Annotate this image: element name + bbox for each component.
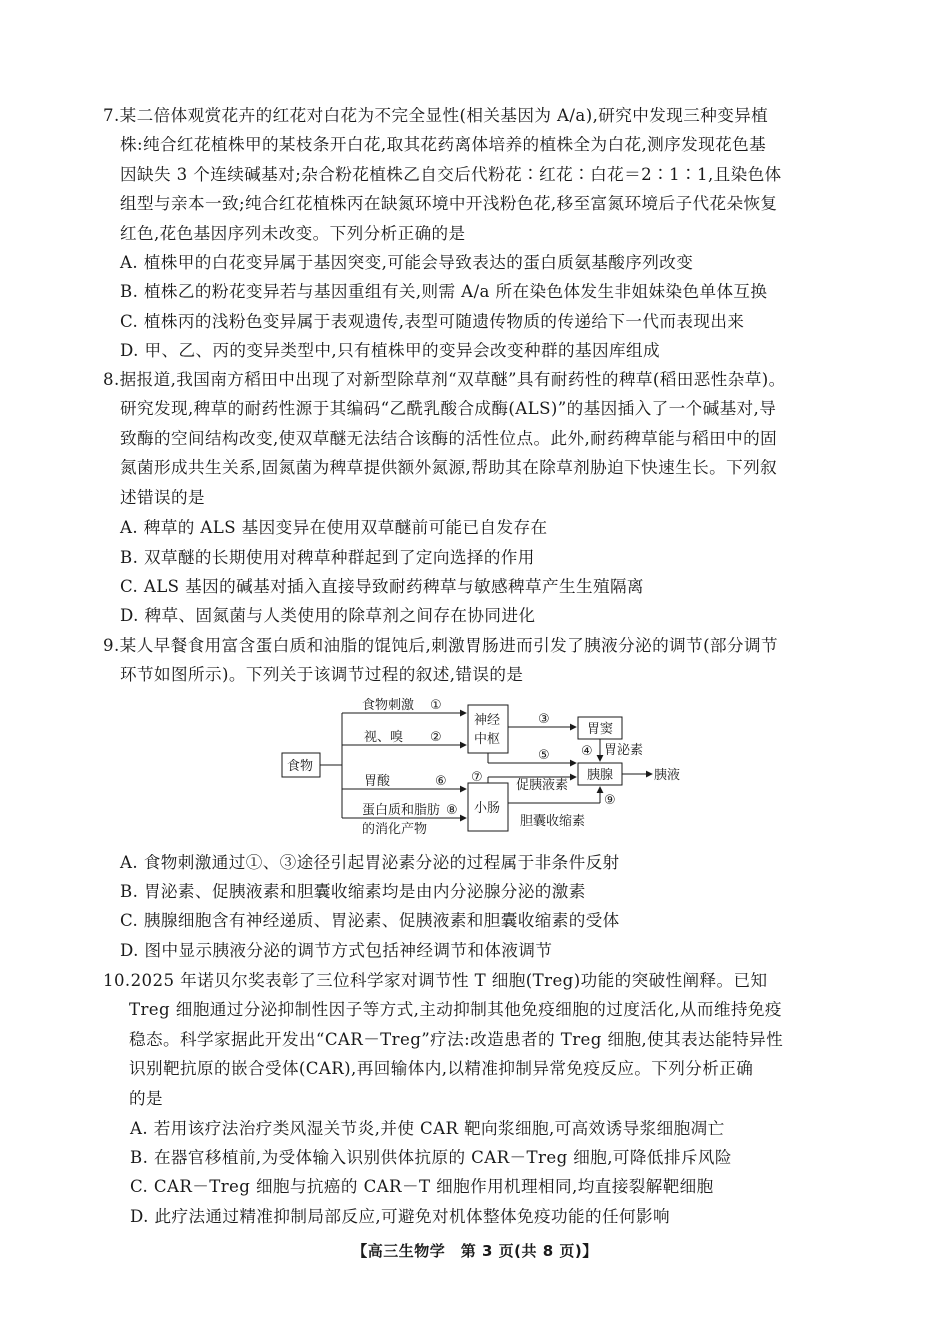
digestion-products-label: 的消化产物: [362, 822, 428, 837]
q7-option-d: D. 甲、乙、丙的变异类型中,只有植株甲的变异会改变种群的基因库组成: [120, 341, 660, 360]
pancreatic-juice-label: 胰液: [654, 768, 681, 783]
gastrin-label: 胃泌素: [604, 743, 644, 758]
question-7-line: 组型与亲本一致;纯合红花植株丙在缺氮环境中开浅粉色花,移至富氮环境后子代花朵恢复: [120, 194, 778, 214]
question-10-line: 稳态。科学家据此开发出“CAR－Treg”疗法:改造患者的 Treg 细胞,使其表达能特异性: [129, 1029, 784, 1049]
pancreas-label: 胰腺: [587, 768, 614, 783]
question-10-line: 10.2025 年诺贝尔奖表彰了三位科学家对调节性 T 细胞(Treg)功能的突破性阐释。已知: [103, 971, 768, 990]
question-10-line: Treg 细胞通过分泌抑制性因子等方式,主动抑制其他免疫细胞的过度活化,从而维持免疫: [129, 1000, 782, 1020]
gastric-antrum-label: 胃窦: [587, 722, 614, 737]
path-marker-1: ①: [430, 698, 442, 713]
question-7-line: 7.某二倍体观赏花卉的红花对白花为不完全显性(相关基因为 A/a),研究中发现三种变异植: [103, 106, 769, 125]
q7-option-c: C. 植株丙的浅粉色变异属于表观遗传,表型可随遗传物质的传递给下一代而表现出来: [120, 312, 745, 331]
path-marker-7: ⑦: [471, 770, 483, 785]
question-10-line: 识别靶抗原的嵌合受体(CAR),再回输体内,以精准抑制异常免疫反应。下列分析正确: [129, 1059, 754, 1079]
question-8-line: 述错误的是: [120, 487, 205, 507]
q8-option-a: A. 稗草的 ALS 基因变异在使用双草醚前可能已自发存在: [120, 518, 548, 537]
path-marker-8: ⑧: [446, 803, 458, 818]
q9-option-c: C. 胰腺细胞含有神经递质、胃泌素、促胰液素和胆囊收缩素的受体: [120, 911, 620, 930]
q10-option-b: B. 在器官移植前,为受体输入识别供体抗原的 CAR－Treg 细胞,可降低排斥风险: [130, 1148, 732, 1167]
question-8-line: 8.据报道,我国南方稻田中出现了对新型除草剂“双草醚”具有耐药性的稗草(稻田恶性杂草)。: [103, 370, 786, 389]
q10-option-a: A. 若用该疗法治疗类风湿关节炎,并使 CAR 靶向浆细胞,可高效诱导浆细胞凋亡: [130, 1119, 725, 1138]
path-marker-6: ⑥: [435, 774, 447, 789]
question-8-line: 氮菌形成共生关系,固氮菌为稗草提供额外氮源,帮助其在除草剂胁迫下快速生长。下列叙: [120, 458, 778, 478]
q7-option-a: A. 植株甲的白花变异属于基因突变,可能会导致表达的蛋白质氨基酸序列改变: [120, 253, 694, 272]
question-9-line: 9.某人早餐食用富含蛋白质和油脂的馄饨后,刺激胃肠进而引发了胰液分泌的调节(部分调节: [103, 636, 778, 655]
path-marker-5: ⑤: [538, 748, 550, 763]
secretin-label: 促胰液素: [516, 778, 569, 793]
q7-option-b: B. 植株乙的粉花变异若与基因重组有关,则需 A/a 所在染色体发生非姐妹染色单体互换: [120, 282, 768, 301]
small-intestine-label: 小肠: [474, 801, 501, 816]
stomach-acid-label: 胃酸: [364, 774, 391, 789]
nerve-center-label: 中枢: [474, 732, 501, 747]
path-marker-3: ③: [538, 712, 550, 727]
cck-label: 胆囊收缩素: [520, 814, 586, 829]
question-7-line: 红色,花色基因序列未改变。下列分析正确的是: [120, 223, 466, 243]
q9-option-a: A. 食物刺激通过①、③途径引起胃泌素分泌的过程属于非条件反射: [120, 853, 620, 872]
path-marker-2: ②: [430, 730, 442, 745]
q8-option-d: D. 稗草、固氮菌与人类使用的除草剂之间存在协同进化: [120, 606, 536, 625]
digestion-products-label: 蛋白质和脂肪: [362, 803, 441, 818]
question-10-line: 的是: [129, 1088, 163, 1108]
q9-option-d: D. 图中显示胰液分泌的调节方式包括神经调节和体液调节: [120, 941, 553, 960]
food-label: 食物: [287, 759, 314, 774]
question-10: [103, 966, 853, 1113]
q8-option-b: B. 双草醚的长期使用对稗草种群起到了定向选择的作用: [120, 548, 535, 567]
question-7: [103, 101, 853, 248]
question-7-line: 因缺失 3 个连续碱基对;杂合粉花植株乙自交后代粉花∶红花∶白花＝2∶1∶1,且染色体: [120, 164, 782, 184]
q10-option-c: C. CAR－Treg 细胞与抗癌的 CAR－T 细胞作用机理相同,均直接裂解靶细胞: [130, 1177, 714, 1196]
q10-option-d: D. 此疗法通过精准抑制局部反应,可避免对机体整体免疫功能的任何影响: [130, 1207, 670, 1226]
nerve-center-label: 神经: [474, 713, 501, 728]
sight-smell-label: 视、嗅: [364, 730, 404, 745]
question-8: [103, 365, 853, 512]
page-footer: 【高三生物学 第 3 页(共 8 页)】: [352, 1242, 598, 1260]
path-marker-4: ④: [581, 744, 593, 759]
question-9: [103, 631, 853, 690]
q8-option-c: C. ALS 基因的碱基对插入直接导致耐药稗草与敏感稗草产生生殖隔离: [120, 577, 644, 596]
question-9-line: 环节如图所示)。下列关于该调节过程的叙述,错误的是: [120, 665, 524, 685]
question-7-line: 株:纯合红花植株甲的某枝条开白花,取其花药离体培养的植株全为白花,测序发现花色基: [120, 135, 767, 155]
food-stimulus-label: 食物刺激: [362, 698, 415, 713]
question-8-line: 致酶的空间结构改变,使双草醚无法结合该酶的活性位点。此外,耐药稗草能与稻田中的固: [120, 428, 778, 448]
path-marker-9: ⑨: [604, 793, 616, 808]
question-8-line: 研究发现,稗草的耐药性源于其编码“乙酰乳酸合成酶(ALS)”的基因插入了一个碱基对,导: [120, 399, 777, 419]
pancreatic-regulation-diagram: [280, 693, 700, 843]
q9-option-b: B. 胃泌素、促胰液素和胆囊收缩素均是由内分泌腺分泌的激素: [120, 882, 586, 901]
